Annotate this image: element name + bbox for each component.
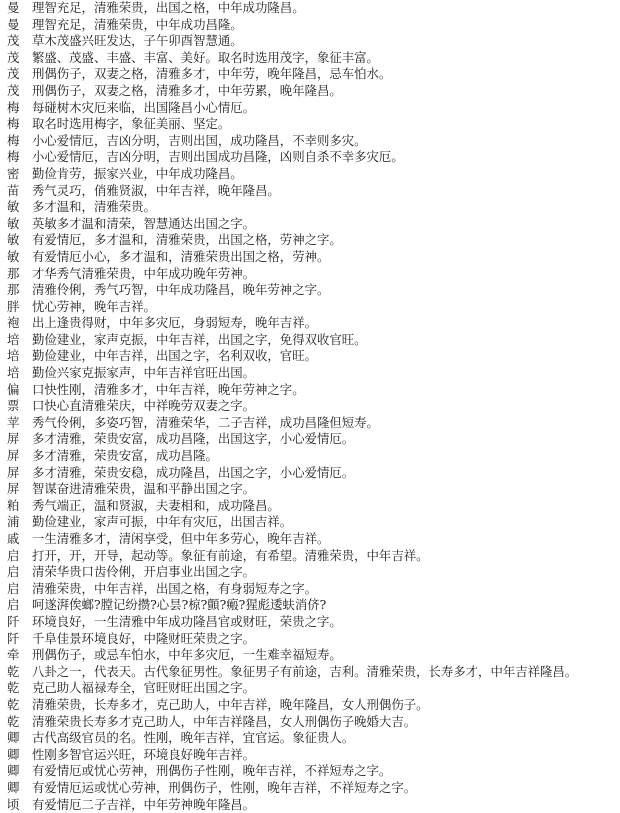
entry-character: 启 <box>7 564 32 581</box>
entry-row <box>7 498 620 515</box>
entry-description: 有爱情厄二子吉祥，中年劳神晚年隆昌。 <box>32 797 620 813</box>
entry-row <box>7 465 620 482</box>
entry-description: 多才清雅，荣贵安稳，成功隆昌，出国之字，小心爱情厄。 <box>32 465 620 482</box>
entry-character: 屏 <box>7 448 32 465</box>
entry-row <box>7 83 620 100</box>
entry-row <box>7 266 620 283</box>
entry-character: 培 <box>7 348 32 365</box>
entry-description: 英敏多才温和清荣，智慧通达出国之字。 <box>32 216 620 233</box>
entry-description: 打开，开，开导，起动等。象征有前途，有希望。清雅荣贵，中年吉祥。 <box>32 548 620 565</box>
entry-description: 有爱情厄运或忧心劳神，刑偶伤子，性刚，晚年吉祥，不祥短寿之字。 <box>32 780 620 797</box>
entry-description: 刑偶伤子，双妻之格，清雅多才，中年劳累，晚年隆昌。 <box>32 83 620 100</box>
entry-description: 勤俭建业，家声可振，中年有灾厄，出国吉祥。 <box>32 514 620 531</box>
entry-row <box>7 747 620 764</box>
entry-character: 卿 <box>7 730 32 747</box>
entry-description: 草木茂盛兴旺发达，子午卯酉智慧通。 <box>32 33 620 50</box>
entry-description: 勤俭兴家克振家声，中年吉祥官旺出国。 <box>32 365 620 382</box>
entry-character: 茂 <box>7 83 32 100</box>
entry-row <box>7 100 620 117</box>
entry-character: 屏 <box>7 481 32 498</box>
entry-description: 口快性刚，清雅多才，中年吉祥，晚年劳神之字。 <box>32 382 620 399</box>
entry-row <box>7 548 620 565</box>
entry-character: 茂 <box>7 33 32 50</box>
entry-description: 刑偶伤子，双妻之格，清雅多才，中年劳，晚年隆昌，忌车怕水。 <box>32 66 620 83</box>
entry-description: 小心爱情厄，吉凶分明，吉则出国成功昌隆，凶则自杀不幸多灾厄。 <box>32 149 620 166</box>
entry-description: 勤俭肯劳，振家兴业，中年成功隆昌。 <box>32 166 620 183</box>
entry-row <box>7 116 620 133</box>
entry-description: 有爱情厄，多才温和，清雅荣贵，出国之格，劳神之字。 <box>32 232 620 249</box>
entry-description: 勤俭建业，家声克振，中年吉祥，出国之字，免得双收官旺。 <box>32 332 620 349</box>
entry-description: 多才清雅，荣贵安富，成功昌隆。 <box>32 448 620 465</box>
entry-character: 曼 <box>7 17 32 34</box>
entry-row <box>7 133 620 150</box>
entry-character: 屏 <box>7 431 32 448</box>
entry-row <box>7 398 620 415</box>
entry-description: 清雅荣贵长寿多才克己助人，中年吉祥隆昌，女人刑偶伤子晚婚大吉。 <box>32 714 620 731</box>
entry-row <box>7 531 620 548</box>
entry-description: 有爱情厄小心，多才温和，清雅荣贵出国之格，劳神。 <box>32 249 620 266</box>
entry-description: 理智充足，清雅荣贵，中年成功昌隆。 <box>32 17 620 34</box>
entry-row <box>7 183 620 200</box>
entry-description: 八卦之一，代表天。古代象征男性。象征男子有前途，吉利。清雅荣贵，长寿多才，中年吉祥隆昌。 <box>32 664 620 681</box>
entry-description: 性刚多智官运兴旺，环境良好晚年吉祥。 <box>32 747 620 764</box>
entry-character: 敏 <box>7 232 32 249</box>
entry-character: 屏 <box>7 465 32 482</box>
entry-row <box>7 332 620 349</box>
entry-character: 曼 <box>7 0 32 17</box>
entry-row <box>7 415 620 432</box>
entry-character: 卿 <box>7 780 32 797</box>
entry-description: 清雅荣贵，长寿多才，克己助人，中年吉祥，晚年隆昌，女人刑偶伤子。 <box>32 697 620 714</box>
entry-description: 才华秀气清雅荣贵，中年成功晚年劳神。 <box>32 266 620 283</box>
entry-description: 忧心劳神，晚年吉祥。 <box>32 299 620 316</box>
entry-row <box>7 797 620 813</box>
entry-description: 智谋奋进清雅荣贵，温和平静出国之字。 <box>32 481 620 498</box>
entry-character: 那 <box>7 282 32 299</box>
entry-description: 秀气伶俐，多姿巧智，清雅荣华，二子吉祥，成功昌隆但短寿。 <box>32 415 620 432</box>
entry-character: 粕 <box>7 498 32 515</box>
entry-row <box>7 448 620 465</box>
entry-row <box>7 631 620 648</box>
entry-description: 克己助人福禄寿全，官旺财旺出国之字。 <box>32 680 620 697</box>
entry-description: 清雅荣贵，中年吉祥，出国之格，有身弱短寿之字。 <box>32 581 620 598</box>
entry-row <box>7 763 620 780</box>
entry-row <box>7 299 620 316</box>
entry-character: 顷 <box>7 797 32 813</box>
entry-row <box>7 216 620 233</box>
entry-character: 偏 <box>7 382 32 399</box>
entry-row <box>7 315 620 332</box>
entry-description: 呵遂湃俟螂?膛记纷攒?心昙?椋?顫?瘢?猩彪逶蚨消侪? <box>32 597 620 614</box>
entry-row <box>7 382 620 399</box>
entry-description: 多才温和，清雅荣贵。 <box>32 199 620 216</box>
entry-character: 乾 <box>7 664 32 681</box>
entry-description: 环境良好，一生清雅中年成功隆昌官或财旺，荣贵之字。 <box>32 614 620 631</box>
entry-character: 茂 <box>7 66 32 83</box>
entry-character: 乾 <box>7 714 32 731</box>
entry-row <box>7 33 620 50</box>
entry-description: 秀气灵巧，俏雅贤淑，中年吉祥，晚年隆昌。 <box>32 183 620 200</box>
entry-character: 启 <box>7 548 32 565</box>
entry-description: 一生清雅多才，清闲享受，但中年多劳心，晚年吉祥。 <box>32 531 620 548</box>
entry-character: 苗 <box>7 183 32 200</box>
entry-character: 阡 <box>7 631 32 648</box>
entry-row <box>7 249 620 266</box>
entry-row <box>7 664 620 681</box>
entry-row <box>7 564 620 581</box>
entry-character: 乾 <box>7 680 32 697</box>
entry-row <box>7 514 620 531</box>
entry-description: 出上逢贵得财，中年多灾厄，身弱短寿，晚年吉祥。 <box>32 315 620 332</box>
entry-description: 清荣华贵口齿伶俐，开启事业出国之字。 <box>32 564 620 581</box>
entry-character: 那 <box>7 266 32 283</box>
entry-row <box>7 50 620 67</box>
entry-row <box>7 166 620 183</box>
entry-description: 秀气端正，温和贤淑，夫妻相和，成功隆昌。 <box>32 498 620 515</box>
entry-row <box>7 697 620 714</box>
entry-description: 刑偶伤子，或忌车怕水，中年多灾厄，一生难幸福短寿。 <box>32 647 620 664</box>
entry-row <box>7 714 620 731</box>
entry-character: 卿 <box>7 763 32 780</box>
entry-description: 口快心直清雅荣庆，中祥晚劳双妻之字。 <box>32 398 620 415</box>
entry-character: 袍 <box>7 315 32 332</box>
entry-description: 勤俭建业，中年吉祥，出国之字，名利双收，官旺。 <box>32 348 620 365</box>
entry-character: 敏 <box>7 216 32 233</box>
entry-row <box>7 680 620 697</box>
entry-character: 启 <box>7 581 32 598</box>
entry-description: 小心爱情厄，吉凶分明，吉则出国，成功隆昌，不幸则多灾。 <box>32 133 620 150</box>
entry-row <box>7 647 620 664</box>
entry-character: 票 <box>7 398 32 415</box>
entry-character: 阡 <box>7 614 32 631</box>
entry-description: 繁盛、茂盛、丰盛、丰富、美好。取名时选用茂字，象征丰富。 <box>32 50 620 67</box>
entry-description: 每碰树木灾厄来临，出国隆昌小心情厄。 <box>32 100 620 117</box>
entry-character: 戚 <box>7 531 32 548</box>
entry-character: 胖 <box>7 299 32 316</box>
entry-row <box>7 431 620 448</box>
entry-character: 敏 <box>7 249 32 266</box>
entry-row <box>7 282 620 299</box>
entry-character: 培 <box>7 365 32 382</box>
entry-character: 梅 <box>7 100 32 117</box>
entry-character: 梅 <box>7 133 32 150</box>
entry-description: 理智充足，清雅荣贵，出国之格，中年成功隆昌。 <box>32 0 620 17</box>
entry-row <box>7 66 620 83</box>
entry-character: 卿 <box>7 747 32 764</box>
entry-row <box>7 614 620 631</box>
entry-character: 浦 <box>7 514 32 531</box>
entry-description: 清雅伶俐，秀气巧智，中年成功隆昌，晚年劳神之字。 <box>32 282 620 299</box>
entry-description: 取名时选用梅字，象征美丽、坚定。 <box>32 116 620 133</box>
entry-character: 乾 <box>7 697 32 714</box>
entry-row <box>7 365 620 382</box>
entry-row <box>7 597 620 614</box>
entry-row <box>7 17 620 34</box>
entry-description: 千阜佳景环境良好，中隆财旺荣贵之字。 <box>32 631 620 648</box>
entry-character: 培 <box>7 332 32 349</box>
entry-character: 敏 <box>7 199 32 216</box>
entry-row <box>7 581 620 598</box>
entry-row <box>7 199 620 216</box>
entry-character: 密 <box>7 166 32 183</box>
entry-description: 古代高级官员的名。性刚，晚年吉祥，宜官运。象征贵人。 <box>32 730 620 747</box>
entry-description: 多才清雅，荣贵安富，成功昌隆，出国这字，小心爱情厄。 <box>32 431 620 448</box>
entry-character: 苹 <box>7 415 32 432</box>
entry-character: 梅 <box>7 116 32 133</box>
entry-row <box>7 780 620 797</box>
entry-row <box>7 481 620 498</box>
entry-character: 启 <box>7 597 32 614</box>
entry-row <box>7 232 620 249</box>
entry-character: 茂 <box>7 50 32 67</box>
entry-row <box>7 149 620 166</box>
entry-character: 牵 <box>7 647 32 664</box>
entry-row <box>7 348 620 365</box>
entry-description: 有爱情厄或忧心劳神，刑偶伤子性刚，晚年吉祥，不祥短寿之字。 <box>32 763 620 780</box>
entry-character: 梅 <box>7 149 32 166</box>
entry-row <box>7 0 620 17</box>
entry-row <box>7 730 620 747</box>
